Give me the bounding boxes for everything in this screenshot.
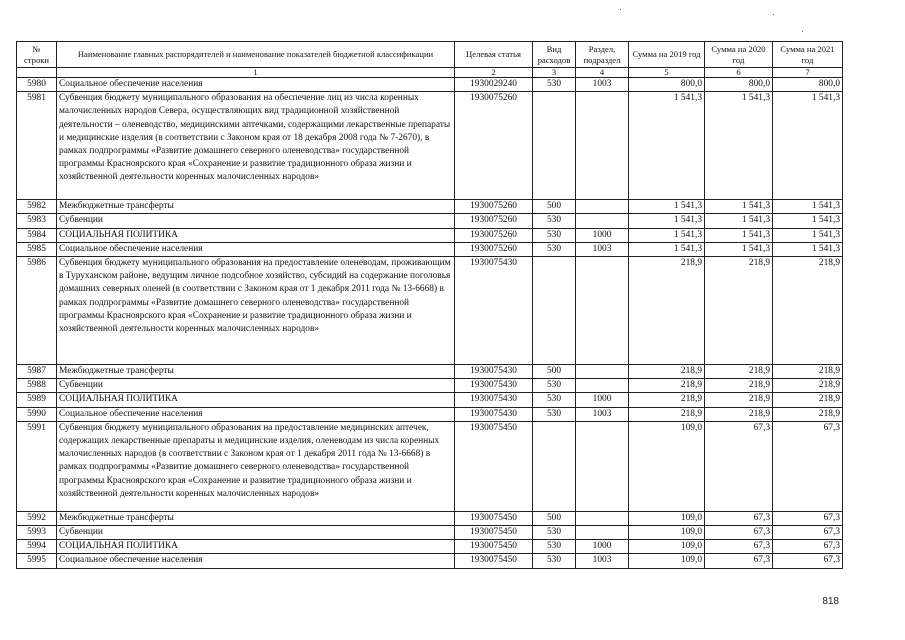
expense-type-cell: 500 xyxy=(533,365,576,379)
column-numbers-row xyxy=(17,68,843,78)
sum-2020-cell: 218,9 xyxy=(705,257,773,365)
row-number-cell: 5981 xyxy=(17,92,57,200)
sum-2021-cell: 1 541,3 xyxy=(773,92,843,200)
sum-2021-cell: 218,9 xyxy=(773,407,843,421)
target-article-cell: 1930075430 xyxy=(455,393,533,407)
sum-2019-cell: 218,9 xyxy=(629,407,705,421)
header-sum-2020: Сумма на 2020 год xyxy=(705,42,773,68)
table-row xyxy=(17,511,843,525)
header-row-number: № строки xyxy=(17,42,57,68)
table-row xyxy=(17,554,843,568)
row-name-cell: Субвенция бюджету муниципального образования на предоставление медицинских аптечек, содержащих лекарственные препараты и медицинские изделия, оленеводам из числа коренных малочисленных народов (в соответствии с Законом края от 1 декабря 2011 года № 13-6668) в рамках подпрограммы «Развитие домашнего северного оленеводства» государственной программы Красноярского края «Сохранение и развитие традиционного образа жизни и хозяйственной деятельности коренных малочисленных народов» xyxy=(57,421,455,511)
section-cell: 1003 xyxy=(576,407,629,421)
row-number-cell: 5991 xyxy=(17,421,57,511)
section-cell xyxy=(576,511,629,525)
row-number-cell: 5995 xyxy=(17,554,57,568)
column-number xyxy=(17,68,57,78)
target-article-cell: 1930075450 xyxy=(455,421,533,511)
sum-2020-cell: 218,9 xyxy=(705,365,773,379)
sum-2019-cell: 109,0 xyxy=(629,511,705,525)
table-row xyxy=(17,242,843,256)
row-name-cell: Субвенции xyxy=(57,526,455,540)
expense-type-cell: 530 xyxy=(533,526,576,540)
sum-2019-cell: 800,0 xyxy=(629,78,705,92)
section-cell xyxy=(576,379,629,393)
expense-type-cell xyxy=(533,257,576,365)
sum-2021-cell: 218,9 xyxy=(773,393,843,407)
table-row xyxy=(17,540,843,554)
section-cell: 1003 xyxy=(576,78,629,92)
row-number-cell: 5982 xyxy=(17,200,57,214)
row-name-cell: Социальное обеспечение населения xyxy=(57,242,455,256)
scan-speck xyxy=(802,31,803,32)
expense-type-cell: 530 xyxy=(533,242,576,256)
sum-2019-cell: 1 541,3 xyxy=(629,200,705,214)
row-number-cell: 5990 xyxy=(17,407,57,421)
section-cell xyxy=(576,421,629,511)
row-name-cell: Субвенция бюджету муниципального образования на предоставление оленеводам, проживающим в Туруханском районе, ведущим личное подсобное хозяйство, субсидий на содержание поголовья домашних северных оленей (в соответствии с Законом края от 1 декабря 2011 года № 13-6668) в рамках подпрограммы «Развитие домашнего северного оленеводства» государственной программы Красноярского края «Сохранение и развитие традиционного образа жизни и хозяйственной деятельности коренных малочисленных народов» xyxy=(57,257,455,365)
table-row xyxy=(17,200,843,214)
expense-type-cell: 530 xyxy=(533,540,576,554)
target-article-cell: 1930075430 xyxy=(455,365,533,379)
sum-2020-cell: 800,0 xyxy=(705,78,773,92)
sum-2019-cell: 1 541,3 xyxy=(629,214,705,228)
table-row xyxy=(17,92,843,200)
sum-2020-cell: 218,9 xyxy=(705,407,773,421)
sum-2021-cell: 67,3 xyxy=(773,421,843,511)
target-article-cell: 1930075260 xyxy=(455,200,533,214)
column-number: 6 xyxy=(705,68,773,78)
table-row xyxy=(17,379,843,393)
sum-2020-cell: 218,9 xyxy=(705,379,773,393)
sum-2019-cell: 218,9 xyxy=(629,393,705,407)
table-row xyxy=(17,228,843,242)
section-cell xyxy=(576,214,629,228)
row-name-cell: Социальное обеспечение населения xyxy=(57,78,455,92)
header-name: Наименование главных распорядителей и наименование показателей бюджетной классификации xyxy=(57,42,455,68)
expense-type-cell: 500 xyxy=(533,200,576,214)
row-name-cell: Субвенции xyxy=(57,379,455,393)
section-cell: 1000 xyxy=(576,228,629,242)
row-number-cell: 5993 xyxy=(17,526,57,540)
sum-2019-cell: 218,9 xyxy=(629,257,705,365)
table-row xyxy=(17,526,843,540)
column-number: 5 xyxy=(629,68,705,78)
row-number-cell: 5983 xyxy=(17,214,57,228)
sum-2019-cell: 1 541,3 xyxy=(629,242,705,256)
sum-2020-cell: 67,3 xyxy=(705,526,773,540)
sum-2021-cell: 1 541,3 xyxy=(773,242,843,256)
header-section: Раздел, подраздел xyxy=(576,42,629,68)
row-name-cell: Социальное обеспечение населения xyxy=(57,554,455,568)
expense-type-cell xyxy=(533,421,576,511)
row-number-cell: 5984 xyxy=(17,228,57,242)
scan-speck xyxy=(773,14,774,15)
sum-2021-cell: 218,9 xyxy=(773,379,843,393)
sum-2021-cell: 67,3 xyxy=(773,526,843,540)
row-name-cell: СОЦИАЛЬНАЯ ПОЛИТИКА xyxy=(57,393,455,407)
sum-2020-cell: 218,9 xyxy=(705,393,773,407)
table-row xyxy=(17,257,843,365)
expense-type-cell: 530 xyxy=(533,214,576,228)
expense-type-cell: 530 xyxy=(533,393,576,407)
column-number: 4 xyxy=(576,68,629,78)
sum-2019-cell: 109,0 xyxy=(629,540,705,554)
sum-2021-cell: 1 541,3 xyxy=(773,214,843,228)
column-number: 2 xyxy=(455,68,533,78)
row-number-cell: 5992 xyxy=(17,511,57,525)
row-name-cell: Межбюджетные трансферты xyxy=(57,511,455,525)
section-cell: 1000 xyxy=(576,393,629,407)
sum-2021-cell: 67,3 xyxy=(773,511,843,525)
row-number-cell: 5980 xyxy=(17,78,57,92)
column-number: 3 xyxy=(533,68,576,78)
row-name-cell: Субвенции xyxy=(57,214,455,228)
row-number-cell: 5985 xyxy=(17,242,57,256)
target-article-cell: 1930075430 xyxy=(455,379,533,393)
target-article-cell: 1930075260 xyxy=(455,242,533,256)
row-name-cell: Межбюджетные трансферты xyxy=(57,365,455,379)
target-article-cell: 1930075260 xyxy=(455,92,533,200)
expense-type-cell: 530 xyxy=(533,228,576,242)
section-cell xyxy=(576,200,629,214)
target-article-cell: 1930029240 xyxy=(455,78,533,92)
sum-2021-cell: 800,0 xyxy=(773,78,843,92)
section-cell xyxy=(576,365,629,379)
sum-2021-cell: 67,3 xyxy=(773,554,843,568)
row-name-cell: СОЦИАЛЬНАЯ ПОЛИТИКА xyxy=(57,228,455,242)
sum-2020-cell: 67,3 xyxy=(705,421,773,511)
sum-2020-cell: 67,3 xyxy=(705,554,773,568)
sum-2020-cell: 1 541,3 xyxy=(705,92,773,200)
budget-table xyxy=(16,41,843,569)
target-article-cell: 1930075260 xyxy=(455,228,533,242)
sum-2019-cell: 109,0 xyxy=(629,526,705,540)
expense-type-cell: 530 xyxy=(533,407,576,421)
sum-2021-cell: 218,9 xyxy=(773,257,843,365)
header-target-article: Целевая статья xyxy=(455,42,533,68)
table-row xyxy=(17,421,843,511)
sum-2020-cell: 1 541,3 xyxy=(705,228,773,242)
header-sum-2019: Сумма на 2019 год xyxy=(629,42,705,68)
sum-2020-cell: 67,3 xyxy=(705,540,773,554)
header-sum-2021: Сумма на 2021 год xyxy=(773,42,843,68)
target-article-cell: 1930075430 xyxy=(455,407,533,421)
section-cell xyxy=(576,257,629,365)
row-name-cell: Субвенция бюджету муниципального образования на обеспечение лиц из числа коренных малочисленных народов Севера, осуществляющих вид традиционной хозяйственной деятельности – оленеводство, медицинскими аптечками, содержащими лекарственные препараты и медицинские изделия (в соответствии с Законом края от 18 декабря 2008 года № 7-2670), в рамках подпрограммы «Развитие домашнего северного оленеводства» государственной программы Красноярского края «Сохранение и развитие традиционного образа жизни и хозяйственной деятельности коренных малочисленных народов» xyxy=(57,92,455,200)
sum-2020-cell: 1 541,3 xyxy=(705,200,773,214)
sum-2019-cell: 109,0 xyxy=(629,421,705,511)
sum-2020-cell: 67,3 xyxy=(705,511,773,525)
expense-type-cell xyxy=(533,92,576,200)
sum-2019-cell: 109,0 xyxy=(629,554,705,568)
section-cell: 1003 xyxy=(576,242,629,256)
row-name-cell: СОЦИАЛЬНАЯ ПОЛИТИКА xyxy=(57,540,455,554)
table-row xyxy=(17,365,843,379)
sum-2019-cell: 218,9 xyxy=(629,379,705,393)
table-header xyxy=(17,42,843,78)
sum-2020-cell: 1 541,3 xyxy=(705,242,773,256)
page-number: 818 xyxy=(822,596,839,607)
sum-2021-cell: 1 541,3 xyxy=(773,228,843,242)
section-cell: 1003 xyxy=(576,554,629,568)
row-number-cell: 5988 xyxy=(17,379,57,393)
expense-type-cell: 530 xyxy=(533,379,576,393)
sum-2021-cell: 67,3 xyxy=(773,540,843,554)
sum-2019-cell: 1 541,3 xyxy=(629,92,705,200)
scan-speck xyxy=(620,9,621,10)
table-row xyxy=(17,407,843,421)
row-number-cell: 5987 xyxy=(17,365,57,379)
row-name-cell: Социальное обеспечение населения xyxy=(57,407,455,421)
table-row xyxy=(17,393,843,407)
table-body xyxy=(17,78,843,569)
target-article-cell: 1930075260 xyxy=(455,214,533,228)
header-expense-type: Вид расходов xyxy=(533,42,576,68)
sum-2019-cell: 218,9 xyxy=(629,365,705,379)
sum-2021-cell: 218,9 xyxy=(773,365,843,379)
section-cell xyxy=(576,92,629,200)
row-number-cell: 5989 xyxy=(17,393,57,407)
table-row xyxy=(17,78,843,92)
column-number: 7 xyxy=(773,68,843,78)
sum-2021-cell: 1 541,3 xyxy=(773,200,843,214)
row-number-cell: 5986 xyxy=(17,257,57,365)
section-cell: 1000 xyxy=(576,540,629,554)
row-number-cell: 5994 xyxy=(17,540,57,554)
target-article-cell: 1930075450 xyxy=(455,554,533,568)
target-article-cell: 1930075450 xyxy=(455,511,533,525)
sum-2019-cell: 1 541,3 xyxy=(629,228,705,242)
sum-2020-cell: 1 541,3 xyxy=(705,214,773,228)
expense-type-cell: 530 xyxy=(533,78,576,92)
section-cell xyxy=(576,526,629,540)
target-article-cell: 1930075450 xyxy=(455,526,533,540)
expense-type-cell: 500 xyxy=(533,511,576,525)
target-article-cell: 1930075430 xyxy=(455,257,533,365)
table-row xyxy=(17,214,843,228)
target-article-cell: 1930075450 xyxy=(455,540,533,554)
expense-type-cell: 530 xyxy=(533,554,576,568)
column-number: 1 xyxy=(57,68,455,78)
row-name-cell: Межбюджетные трансферты xyxy=(57,200,455,214)
